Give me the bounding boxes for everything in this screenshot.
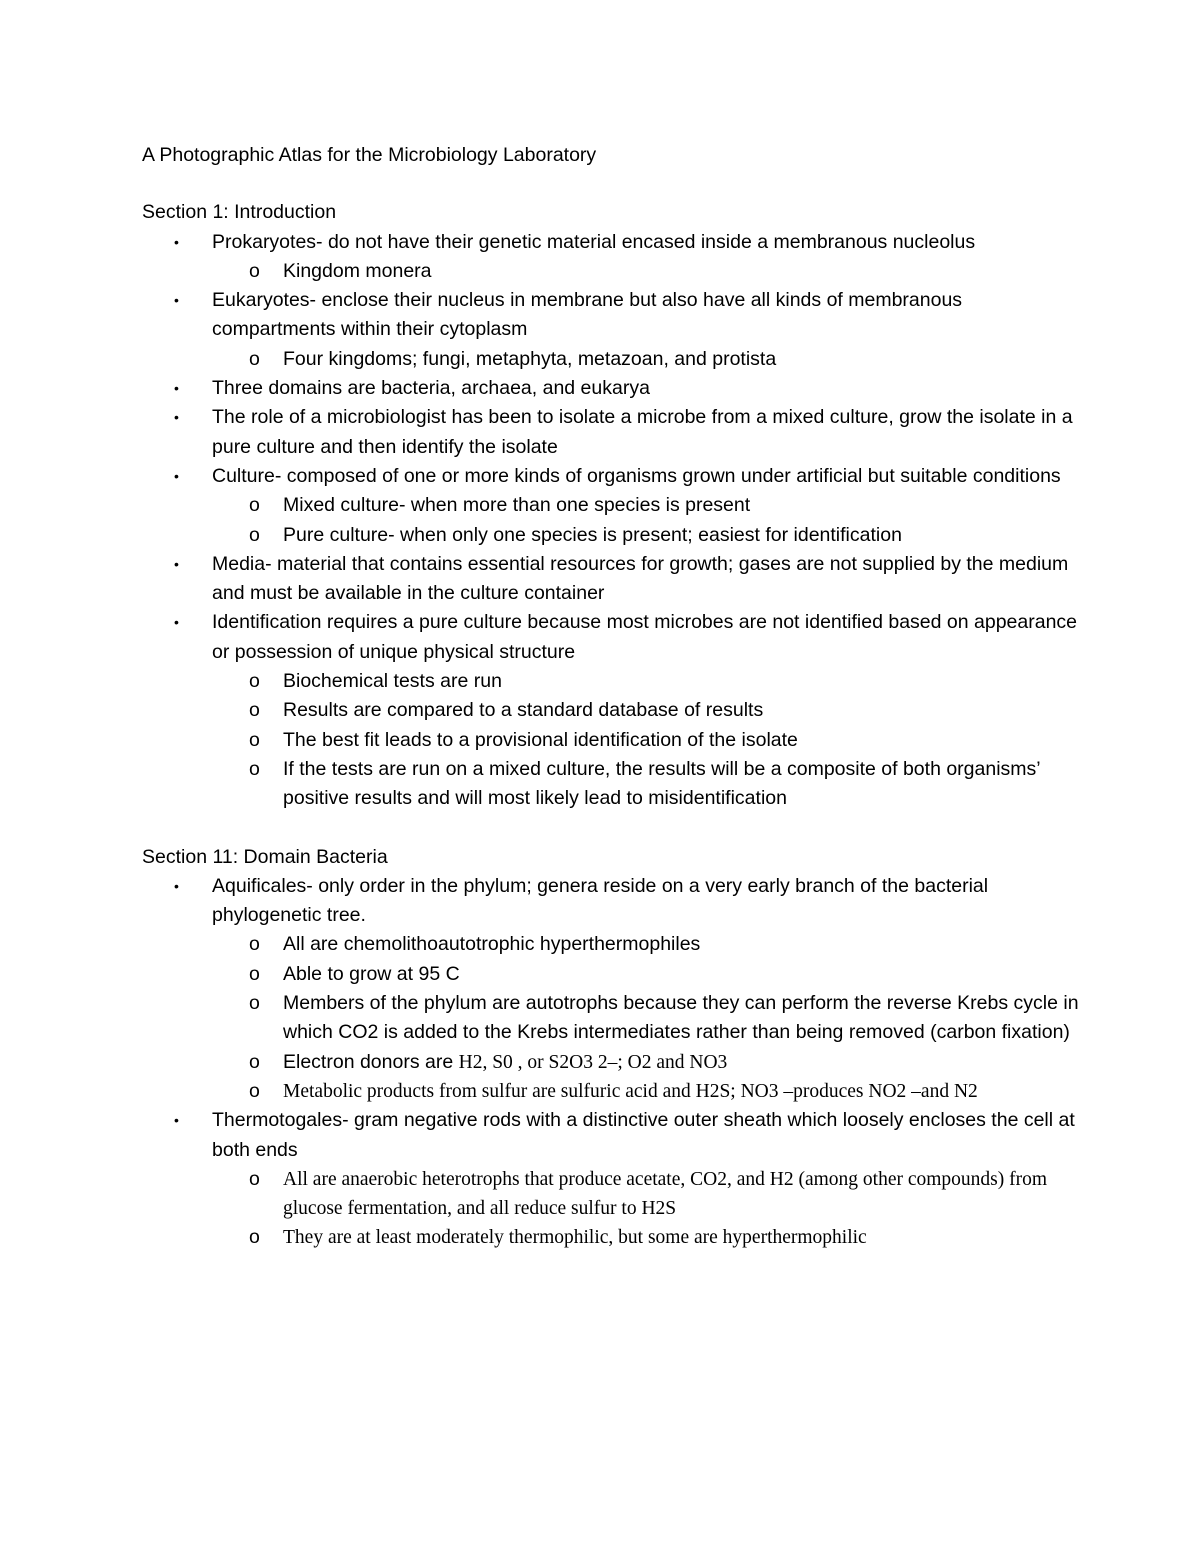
- list-item: • Culture- composed of one or more kinds of organisms grown under artificial but suitable conditions: [142, 462, 1082, 491]
- sub-list-item: o They are at least moderately thermophilic, but some are hyperthermophilic: [142, 1223, 1082, 1252]
- list-item: • Thermotogales- gram negative rods with a distinctive outer sheath which loosely encloses the cell at both ends: [142, 1106, 1082, 1165]
- list-item: • Aquificales- only order in the phylum; genera reside on a very early branch of the bacterial phylogenetic tree.: [142, 872, 1082, 931]
- sub-list-item: o Four kingdoms; fungi, metaphyta, metazoan, and protista: [142, 345, 1082, 374]
- bullet-icon: •: [174, 555, 179, 572]
- bullet-icon: •: [174, 1112, 179, 1129]
- sub-list-item: o Metabolic products from sulfur are sulfuric acid and H2S; NO3 –produces NO2 –and N2: [142, 1077, 1082, 1106]
- sub-list-item: o If the tests are run on a mixed culture, the results will be a composite of both organisms’ positive results and will most likely lead to misidentification: [142, 755, 1082, 814]
- sub-list-item: o Kingdom monera: [142, 257, 1082, 286]
- circle-bullet-icon: o: [249, 1079, 260, 1102]
- list-item: • Eukaryotes- enclose their nucleus in membrane but also have all kinds of membranous compartments within their cytoplasm: [142, 286, 1082, 345]
- circle-bullet-icon: o: [249, 699, 260, 722]
- section-1-list: [142, 228, 1082, 814]
- circle-bullet-icon: o: [249, 523, 260, 546]
- document-title: A Photographic Atlas for the Microbiology Laboratory: [142, 144, 597, 166]
- circle-bullet-icon: o: [249, 494, 260, 517]
- sub-list-item: o Electron donors are H2, S0 , or S2O3 2–; O2 and NO3: [142, 1048, 1082, 1077]
- bullet-icon: •: [174, 380, 179, 397]
- sub-list-item: o All are chemolithoautotrophic hyperthermophiles: [142, 930, 1082, 959]
- list-item: • The role of a microbiologist has been to isolate a microbe from a mixed culture, grow the isolate in a pure culture and then identify the isolate: [142, 403, 1082, 462]
- sub-list-item: o The best fit leads to a provisional identification of the isolate: [142, 726, 1082, 755]
- list-item: • Identification requires a pure culture because most microbes are not identified based on appearance or possession of unique physical structure: [142, 608, 1082, 667]
- bullet-icon: •: [174, 467, 179, 484]
- sub-list-item: o Mixed culture- when more than one species is present: [142, 491, 1082, 520]
- circle-bullet-icon: o: [249, 757, 260, 780]
- list-item: • Three domains are bacteria, archaea, and eukarya: [142, 374, 1082, 403]
- bullet-icon: •: [174, 292, 179, 309]
- section-11-list: [142, 872, 1082, 1253]
- bullet-icon: •: [174, 877, 179, 894]
- circle-bullet-icon: o: [249, 992, 260, 1015]
- sub-list-item: o Pure culture- when only one species is present; easiest for identification: [142, 521, 1082, 550]
- circle-bullet-icon: o: [249, 347, 260, 370]
- circle-bullet-icon: o: [249, 933, 260, 956]
- section-heading-introduction: Section 1: Introduction: [142, 201, 337, 224]
- circle-bullet-icon: o: [249, 670, 260, 693]
- document-page: [142, 141, 1082, 1253]
- circle-bullet-icon: o: [249, 1050, 260, 1073]
- section-heading-domain-bacteria: Section 11: Domain Bacteria: [142, 845, 388, 868]
- sub-list-item: o Biochemical tests are run: [142, 667, 1082, 696]
- circle-bullet-icon: o: [249, 1226, 260, 1249]
- circle-bullet-icon: o: [249, 1167, 260, 1190]
- circle-bullet-icon: o: [249, 259, 260, 282]
- list-item: • Media- material that contains essential resources for growth; gases are not supplied by the medium and must be available in the culture container: [142, 550, 1082, 609]
- sub-list-item: o All are anaerobic heterotrophs that produce acetate, CO2, and H2 (among other compounds) from glucose fermentation, and all reduce sulfur to H2S: [142, 1165, 1082, 1224]
- bullet-icon: •: [174, 614, 179, 631]
- sub-list-item: o Members of the phylum are autotrophs because they can perform the reverse Krebs cycle in which CO2 is added to the Krebs intermediates rather than being removed (carbon fixation): [142, 989, 1082, 1048]
- circle-bullet-icon: o: [249, 728, 260, 751]
- sub-list-item: o Results are compared to a standard database of results: [142, 696, 1082, 725]
- sub-list-item: o Able to grow at 95 C: [142, 960, 1082, 989]
- bullet-icon: •: [174, 233, 179, 250]
- circle-bullet-icon: o: [249, 962, 260, 985]
- list-item: • Prokaryotes- do not have their genetic material encased inside a membranous nucleolus: [142, 228, 1082, 257]
- bullet-icon: •: [174, 409, 179, 426]
